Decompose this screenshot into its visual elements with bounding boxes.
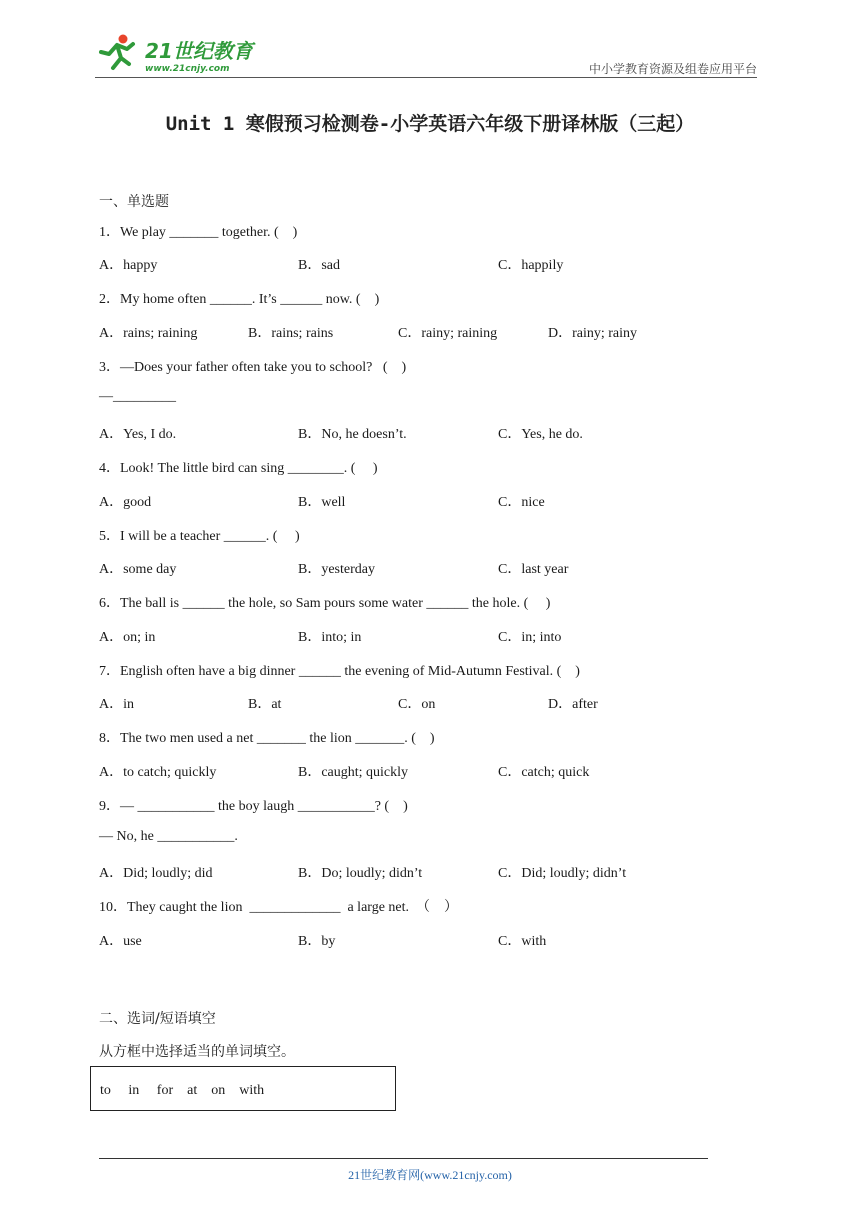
question-3-stem: 3．—Does your father often take you to school? ( ): [99, 360, 407, 375]
running-figure-icon: [101, 35, 133, 69]
q1-option-a: A．happy: [99, 258, 158, 273]
svg-text:www.21cnjy.com: www.21cnjy.com: [145, 64, 230, 74]
q2-option-d: D．rainy; rainy: [548, 326, 638, 341]
question-9-reply: — No, he ___________.: [99, 829, 238, 844]
footer-site: 21世纪教育网(www.21cnjy.com): [348, 1168, 512, 1182]
q2-option-a: A．rains; raining: [99, 326, 198, 341]
q5-option-c: C．last year: [498, 562, 569, 577]
svg-text:21世纪教育: 21世纪教育: [145, 39, 253, 63]
question-6-stem: 6．The ball is ______ the hole, so Sam pours some water ______ the hole. ( ): [99, 596, 551, 611]
section-title-multiple-choice: 一、单选题: [99, 194, 169, 210]
header-divider: [95, 77, 757, 78]
q1-option-c: C．happily: [498, 258, 564, 273]
question-7-stem: 7．English often have a big dinner ______ the evening of Mid-Autumn Festival. ( ): [99, 664, 580, 679]
question-10-stem: 10．They caught the lion _____________ a large net. （ ）: [99, 900, 459, 915]
q7-option-c: C．on: [398, 697, 436, 712]
question-8-stem: 8．The two men used a net _______ the lion _______. ( ): [99, 731, 435, 746]
q1-option-b: B．sad: [298, 258, 340, 273]
q3-option-a: A．Yes, I do.: [99, 427, 177, 442]
q10-option-b: B．by: [298, 934, 336, 949]
q6-option-a: A．on; in: [99, 630, 156, 645]
q5-option-a: A．some day: [99, 562, 177, 577]
section-2-instruction: 从方框中选择适当的单词填空。: [99, 1044, 295, 1060]
question-2-stem: 2．My home often ______. It’s ______ now. ( ): [99, 292, 380, 307]
q6-option-c: C．in; into: [498, 630, 562, 645]
question-9-stem: 9．— ___________ the boy laugh ___________? ( ): [99, 799, 408, 814]
word-bank-words: to in for at on with: [100, 1083, 265, 1098]
q7-option-a: A．in: [99, 697, 134, 712]
q8-option-b: B．caught; quickly: [298, 765, 409, 780]
footer-divider: [99, 1158, 708, 1159]
page-title: Unit 1 寒假预习检测卷-小学英语六年级下册译林版（三起）: [165, 113, 695, 135]
q9-option-b: B．Do; loudly; didn’t: [298, 866, 423, 881]
word-bank-box: [90, 1066, 396, 1111]
q5-option-b: B．yesterday: [298, 562, 375, 577]
logo-21cnjy: [95, 32, 265, 76]
q9-option-c: C．Did; loudly; didn’t: [498, 866, 627, 881]
q7-option-b: B．at: [248, 697, 282, 712]
q10-option-c: C．with: [498, 934, 547, 949]
q9-option-a: A．Did; loudly; did: [99, 866, 213, 881]
q8-option-c: C．catch; quick: [498, 765, 590, 780]
platform-name: 中小学教育资源及组卷应用平台: [588, 62, 757, 76]
q4-option-b: B．well: [298, 495, 346, 510]
q2-option-c: C．rainy; raining: [398, 326, 498, 341]
q10-option-a: A．use: [99, 934, 142, 949]
q7-option-d: D．after: [548, 697, 598, 712]
q8-option-a: A．to catch; quickly: [99, 765, 217, 780]
question-3-answer-line: —_________: [99, 389, 176, 404]
q3-option-c: C．Yes, he do.: [498, 427, 583, 442]
q4-option-a: A．good: [99, 495, 152, 510]
q4-option-c: C．nice: [498, 495, 545, 510]
question-4-stem: 4．Look! The little bird can sing ________. ( ): [99, 461, 378, 476]
question-5-stem: 5．I will be a teacher ______. ( ): [99, 529, 300, 544]
question-1-stem: 1．We play _______ together. ( ): [99, 225, 298, 240]
q6-option-b: B．into; in: [298, 630, 362, 645]
section-title-word-fill: 二、选词/短语填空: [99, 1011, 216, 1027]
page-header: [95, 30, 757, 78]
q3-option-b: B．No, he doesn’t.: [298, 427, 407, 442]
q2-option-b: B．rains; rains: [248, 326, 334, 341]
